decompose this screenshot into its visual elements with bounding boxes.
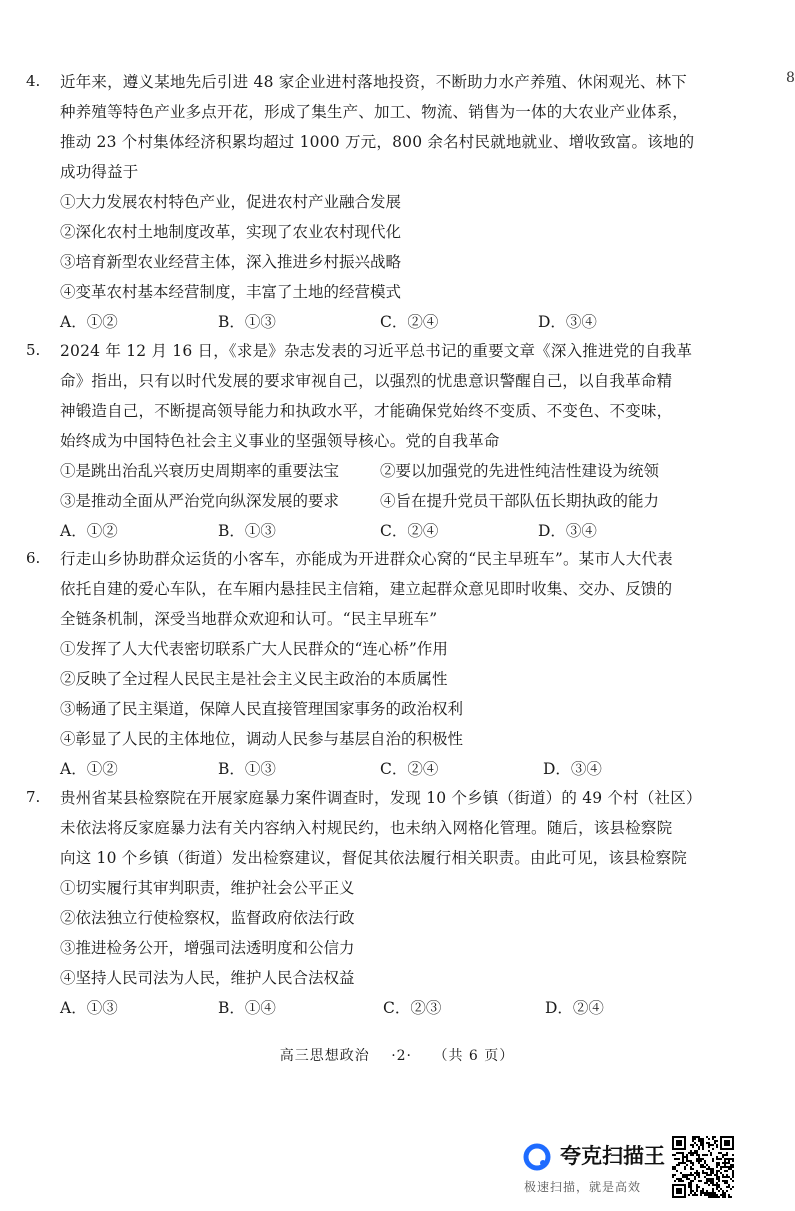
question-stem-line: 命》指出，只有以时代发展的要求审视自己，以强烈的忧患意识警醒自己，以自我革命精 bbox=[60, 372, 673, 390]
answer-choice-b: B．①③ bbox=[218, 760, 276, 778]
page-edge-mark: 8 bbox=[786, 70, 795, 86]
question-stem-line: 种养殖等特色产业多点开花，形成了集生产、加工、物流、销售为一体的大农业产业体系， bbox=[60, 103, 689, 121]
question-stem-line: 未依法将反家庭暴力法有关内容纳入村规民约，也未纳入网格化管理。随后，该县检察院 bbox=[60, 819, 673, 837]
question-stem-line: 行走山乡协助群众运货的小客车，亦能成为开进群众心窝的“民主早班车”。某市人大代表 bbox=[60, 550, 673, 568]
answer-choice-d: D．③④ bbox=[538, 313, 597, 331]
statement-option: ②要以加强党的先进性纯洁性建设为统领 bbox=[380, 462, 660, 480]
answer-choice-b: B．①③ bbox=[218, 522, 276, 540]
question-stem-line: 2024 年 12 月 16 日，《求是》杂志发表的习近平总书记的重要文章《深入推进党的自我革 bbox=[60, 342, 693, 360]
statement-option: ③畅通了民主渠道，保障人民直接管理国家事务的政治权利 bbox=[60, 700, 464, 718]
question-number: 5. bbox=[26, 341, 41, 359]
answer-choice-c: C．②④ bbox=[380, 313, 439, 331]
statement-option: ①发挥了人大代表密切联系广大人民群众的“连心桥”作用 bbox=[60, 640, 448, 658]
answer-choice-a: A．①② bbox=[60, 522, 118, 540]
question-stem-line: 贵州省某县检察院在开展家庭暴力案件调查时，发现 10 个乡镇（街道）的 49 个村（社区） bbox=[60, 789, 702, 807]
footer-subject: 高三思想政治 bbox=[279, 1048, 370, 1064]
answer-choice-b: B．①③ bbox=[218, 313, 276, 331]
question-stem-line: 依托自建的爱心车队，在车厢内悬挂民主信箱，建立起群众意见即时收集、交办、反馈的 bbox=[60, 580, 673, 598]
question-stem-line: 成功得益于 bbox=[60, 163, 139, 181]
answer-choice-c: C．②③ bbox=[383, 999, 442, 1017]
answer-choice-c: C．②④ bbox=[380, 522, 439, 540]
footer-page-number: ·2· bbox=[391, 1048, 412, 1064]
question-stem-line: 向这 10 个乡镇（街道）发出检察建议，督促其依法履行相关职责。由此可见，该县检察院 bbox=[60, 849, 687, 867]
answer-choice-d: D．②④ bbox=[545, 999, 604, 1017]
answer-choice-d: D．③④ bbox=[538, 522, 597, 540]
footer-total-pages: （共 6 页） bbox=[433, 1048, 515, 1064]
answer-choice-a: A．①③ bbox=[60, 999, 118, 1017]
statement-option: ④旨在提升党员干部队伍长期执政的能力 bbox=[380, 492, 660, 510]
statement-option: ④变革农村基本经营制度，丰富了土地的经营模式 bbox=[60, 283, 402, 301]
statement-option: ③推进检务公开，增强司法透明度和公信力 bbox=[60, 939, 355, 957]
page-footer bbox=[0, 1045, 794, 1065]
qr-code-icon bbox=[672, 1136, 734, 1198]
answer-choice-b: B．①④ bbox=[218, 999, 276, 1017]
question-stem-line: 推动 23 个村集体经济积累均超过 1000 万元，800 余名村民就地就业、增收致富。该地的 bbox=[60, 133, 695, 151]
question-number: 4. bbox=[26, 72, 41, 90]
watermark-slogan: 极速扫描，就是高效 bbox=[524, 1180, 642, 1194]
statement-option: ②深化农村土地制度改革，实现了农业农村现代化 bbox=[60, 223, 402, 241]
statement-option: ①大力发展农村特色产业，促进农村产业融合发展 bbox=[60, 193, 402, 211]
question-stem-line: 近年来，遵义某地先后引进 48 家企业进村落地投资，不断助力水产养殖、休闲观光、林下 bbox=[60, 73, 687, 91]
statement-option: ③培育新型农业经营主体，深入推进乡村振兴战略 bbox=[60, 253, 402, 271]
answer-choice-c: C．②④ bbox=[380, 760, 439, 778]
answer-choice-a: A．①② bbox=[60, 760, 118, 778]
statement-option: ③是推动全面从严治党向纵深发展的要求 bbox=[60, 492, 340, 510]
statement-option: ④彰显了人民的主体地位，调动人民参与基层自治的积极性 bbox=[60, 730, 464, 748]
question-number: 6. bbox=[26, 549, 41, 567]
question-stem-line: 神锻造自己，不断提高领导能力和执政水平，才能确保党始终不变质、不变色、不变味， bbox=[60, 402, 673, 420]
watermark-brand-name: 夸克扫描王 bbox=[560, 1144, 665, 1168]
question-stem-line: 始终成为中国特色社会主义事业的坚强领导核心。党的自我革命 bbox=[60, 432, 500, 450]
scanner-watermark bbox=[522, 1138, 672, 1198]
statement-option: ②依法独立行使检察权，监督政府依法行政 bbox=[60, 909, 355, 927]
answer-choice-d: D．③④ bbox=[543, 760, 602, 778]
quark-logo-icon bbox=[522, 1142, 552, 1172]
statement-option: ①是跳出治乱兴衰历史周期率的重要法宝 bbox=[60, 462, 340, 480]
statement-option: ①切实履行其审判职责，维护社会公平正义 bbox=[60, 879, 355, 897]
question-stem-line: 全链条机制，深受当地群众欢迎和认可。“民主早班车” bbox=[60, 610, 438, 628]
statement-option: ②反映了全过程人民民主是社会主义民主政治的本质属性 bbox=[60, 670, 448, 688]
statement-option: ④坚持人民司法为人民，维护人民合法权益 bbox=[60, 969, 355, 987]
answer-choice-a: A．①② bbox=[60, 313, 118, 331]
question-number: 7. bbox=[26, 788, 41, 806]
